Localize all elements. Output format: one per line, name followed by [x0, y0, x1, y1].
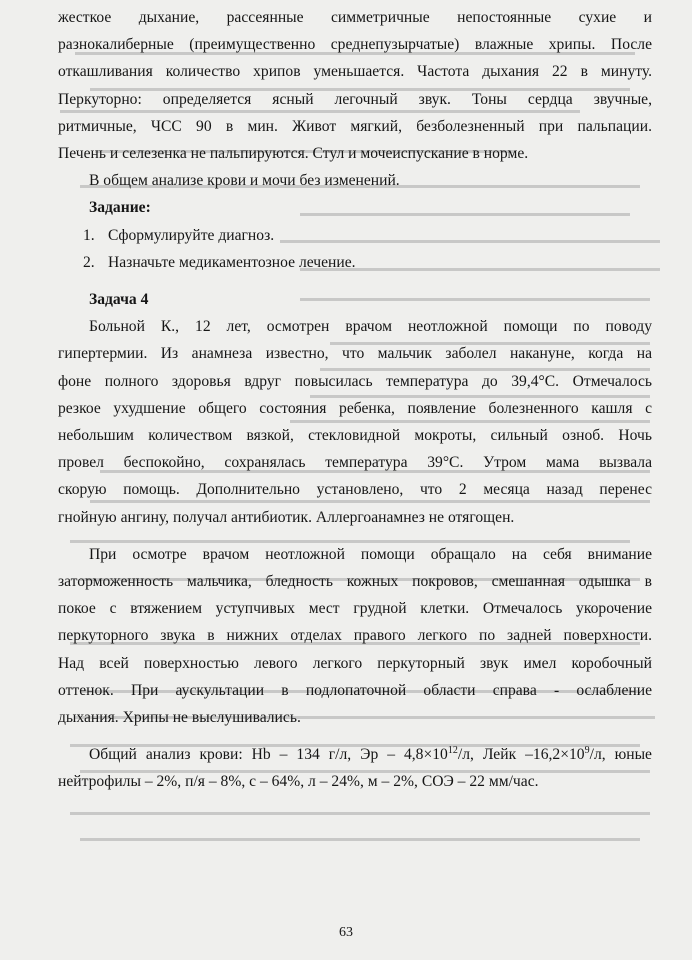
text-line: фоне полного здоровья вдруг повысилась температура до 39,4°С. Отмечалось [58, 372, 652, 390]
problem-title: Задача 4 [89, 291, 149, 309]
task-item [58, 249, 652, 276]
text-line: гипертермии. Из анамнеза известно, что мальчик заболел накануне, когда на [58, 345, 652, 363]
text-line: жесткое дыхание, рассеянные симметричные непостоянные сухие и [58, 9, 652, 26]
blood-test-line [58, 741, 652, 768]
text-line: провел беспокойно, сохранялась температура 39°С. Утром мама вызвала [58, 454, 652, 472]
text-line: заторможенность мальчика, бледность кожных покровов, смешанная одышка в [58, 573, 652, 591]
task-item [58, 222, 652, 249]
text-line: Перкуторно: определяется ясный легочный звук. Тоны сердца звучные, [58, 90, 652, 108]
text-line: Над всей поверхностью левого легкого перкуторный звук имел коробочный [58, 654, 652, 672]
task-number: 2. [83, 253, 95, 271]
task-list [58, 222, 652, 276]
text-line: Больной К., 12 лет, осмотрен врачом неотложной помощи по поводу [89, 318, 652, 336]
blood-test-text: /л, юные [589, 746, 652, 764]
text-line: гнойную ангину, получал антибиотик. Аллергоанамнез не отягощен. [58, 508, 515, 526]
text-line: небольшим количеством вязкой, стекловидной мокроты, сильный озноб. Ночь [58, 427, 652, 445]
page-number: 63 [339, 925, 353, 940]
task-text: Назначьте медикаментозное лечение. [108, 253, 356, 271]
task-number: 1. [83, 226, 95, 244]
blood-test-text: /л, Лейк –16,2×10 [457, 746, 585, 764]
task-heading: Задание: [89, 199, 151, 217]
text-line: дыхания. Хрипы не выслушивались. [58, 709, 301, 727]
blood-note: В общем анализе крови и мочи без изменений. [89, 172, 400, 190]
document-page [58, 4, 652, 796]
text-line: разнокалиберные (преимущественно среднепузырчатые) влажные хрипы. После [58, 36, 652, 54]
blood-test-text: Общий анализ крови: Hb – 134 г/л, Эр – 4,8×10 [89, 746, 448, 764]
exponent: 9 [584, 745, 590, 757]
text-line: При осмотре врачом неотложной помощи обращало на себя внимание [89, 545, 652, 563]
text-line: нейтрофилы – 2%, п/я – 8%, с – 64%, л – 24%, м – 2%, СОЭ – 22 мм/час. [58, 773, 539, 791]
text-line: оттенок. При аускультации в подлопаточной области справа - ослабление [58, 681, 652, 699]
text-line: скорую помощь. Дополнительно установлено, что 2 месяца назад перенес [58, 481, 652, 499]
text-line: покое с втяжением уступчивых мест грудной клетки. Отмечалось укорочение [58, 600, 652, 618]
exponent: 12 [447, 745, 458, 757]
text-line: резкое ухудшение общего состояния ребенка, появление болезненного кашля с [58, 399, 652, 417]
text-line: перкуторного звука в нижних отделах правого легкого по задней поверхности. [58, 627, 652, 645]
text-line: откашливания количество хрипов уменьшается. Частота дыхания 22 в минуту. [58, 63, 652, 81]
text-line: ритмичные, ЧСС 90 в мин. Живот мягкий, безболезненный при пальпации. [58, 117, 652, 135]
task-text: Сформулируйте диагноз. [108, 226, 275, 244]
text-line: Печень и селезенка не пальпируются. Стул и мочеиспускание в норме. [58, 145, 529, 163]
